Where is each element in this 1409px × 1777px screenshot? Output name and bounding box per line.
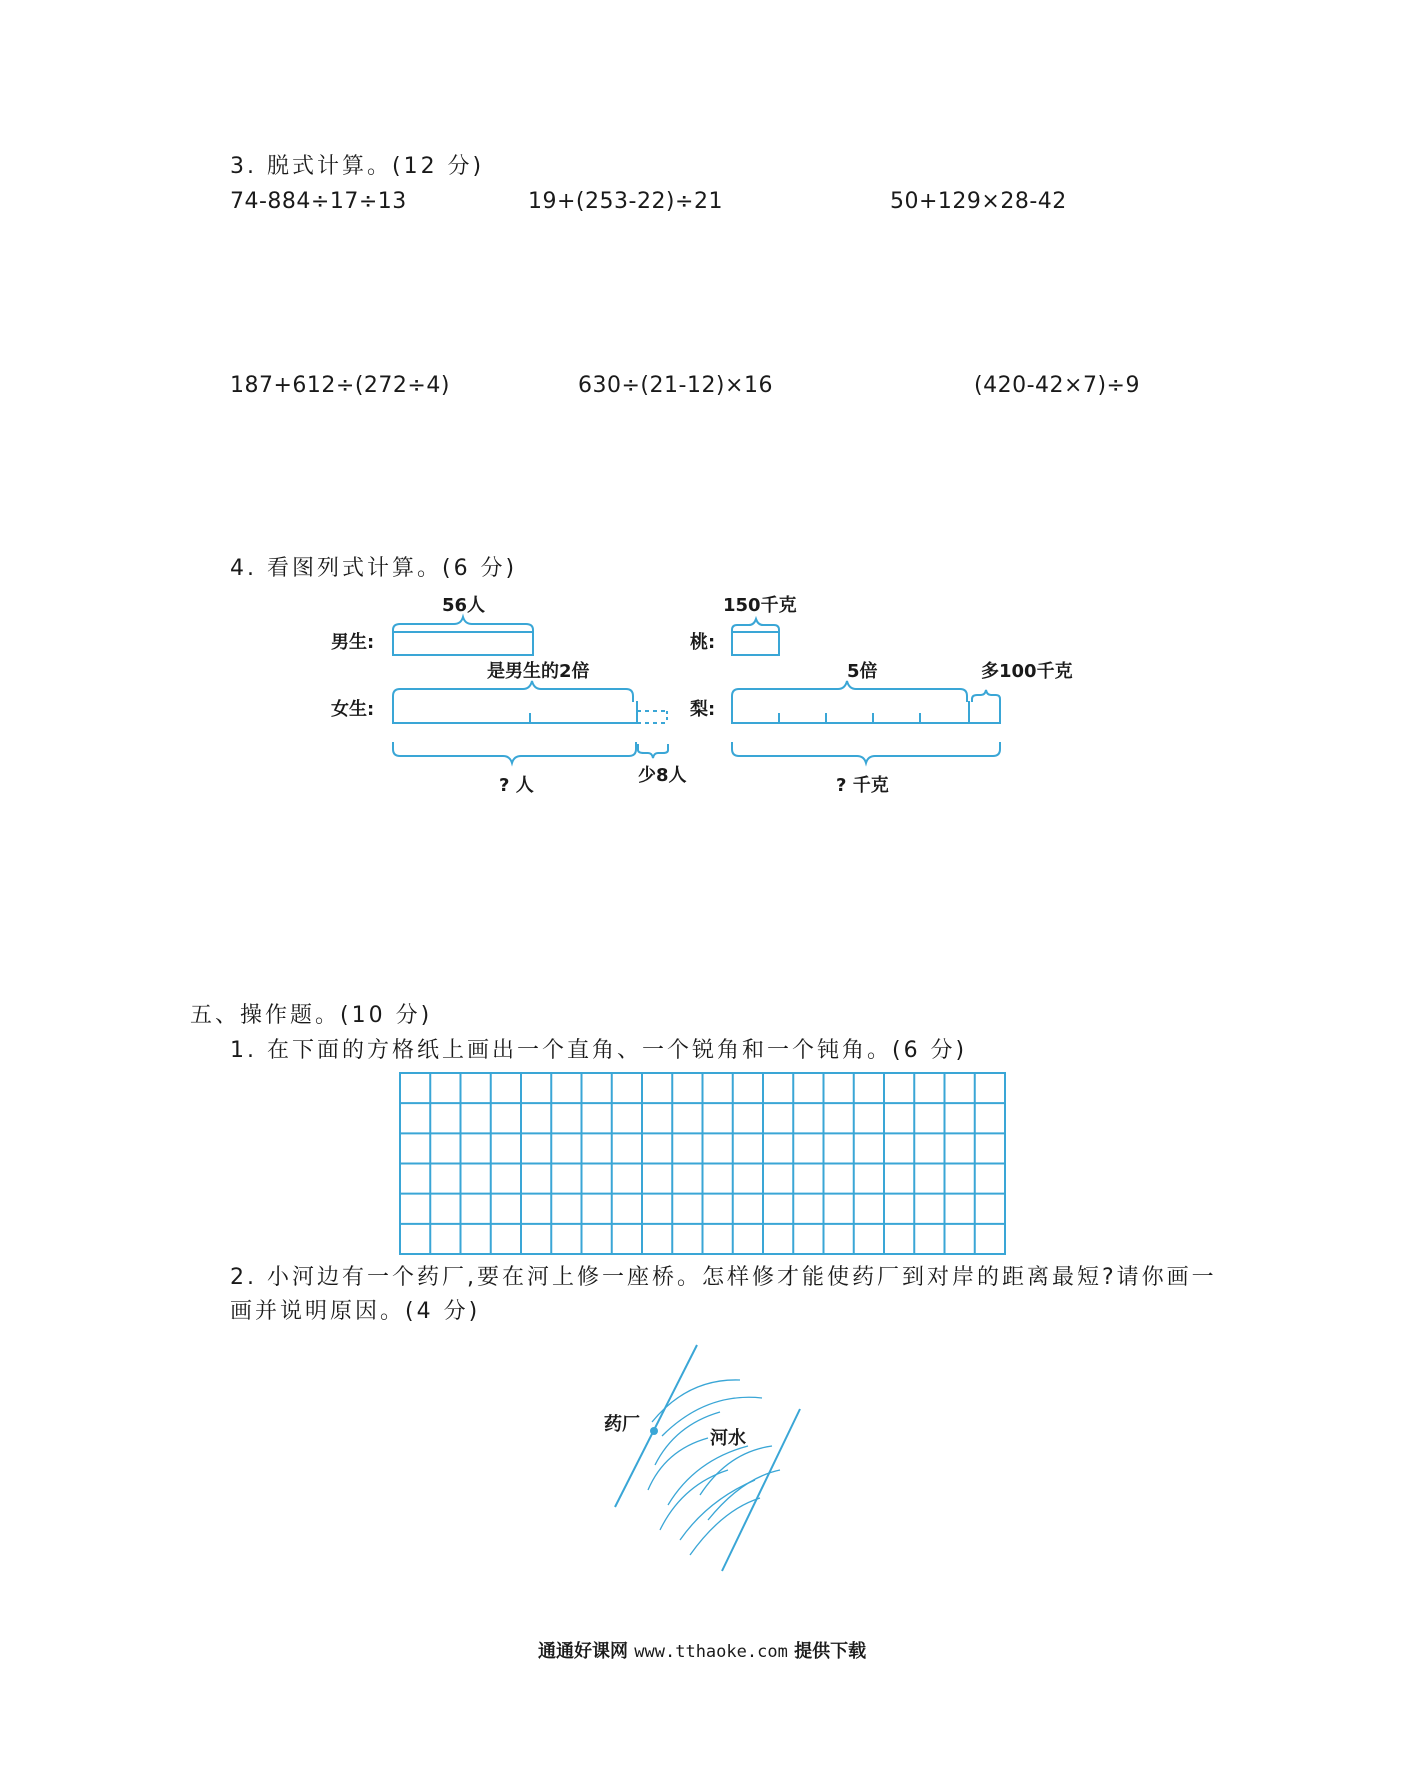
more-label: 多100千克 [981, 661, 1073, 682]
question-2-line-1: 2. 小河边有一个药厂,要在河上修一座桥。怎样修才能使药厂到对岸的距离最短?请你画一 [230, 1265, 1217, 1290]
less-label: 少8人 [638, 765, 687, 786]
pear-total-brace [732, 742, 1000, 763]
expression-3: 50+129×28-42 [890, 189, 1067, 214]
question-1: 1. 在下面的方格纸上画出一个直角、一个锐角和一个钝角。(6 分) [230, 1038, 968, 1063]
girls-question-label: ? 人 [499, 775, 534, 796]
factory-point [650, 1427, 658, 1435]
expression-6: (420-42×7)÷9 [974, 373, 1140, 398]
times-brace [732, 681, 967, 702]
factory-label: 药厂 [604, 1414, 640, 1435]
girls-total-brace [393, 742, 636, 763]
section4-title: 4. 看图列式计算。(6 分) [230, 556, 518, 581]
girls-row-label: 女生: [331, 699, 375, 720]
boys-row-label: 男生: [331, 632, 375, 653]
pear-bar [732, 701, 1000, 723]
peach-row-label: 桃: [690, 632, 716, 653]
footer [538, 1643, 866, 1661]
footer-site: 通通好课网 [538, 1641, 628, 1662]
expression-4: 187+612÷(272÷4) [230, 373, 450, 398]
grid-lines [400, 1073, 1005, 1254]
girls-bar [393, 701, 637, 723]
question-2-line-2: 画并说明原因。(4 分) [230, 1299, 481, 1324]
river-label: 河水 [710, 1428, 746, 1449]
less-brace [638, 744, 668, 758]
water-waves [648, 1380, 780, 1555]
footer-url[interactable]: www.tthaoke.com [634, 1642, 788, 1662]
river-diagram [615, 1345, 800, 1571]
pear-row-label: 梨: [690, 699, 716, 720]
footer-suffix: 提供下载 [794, 1641, 867, 1662]
expression-1: 74-884÷17÷13 [230, 189, 407, 214]
section3-title: 3. 脱式计算。(12 分) [230, 154, 485, 179]
times-label: 5倍 [847, 661, 878, 682]
relation-label: 是男生的2倍 [487, 661, 590, 682]
expression-2: 19+(253-22)÷21 [528, 189, 723, 214]
pear-question-label: ? 千克 [836, 775, 889, 796]
boys-count-label: 56人 [442, 595, 486, 616]
peach-bar [732, 632, 779, 655]
peach-weight-label: 150千克 [723, 595, 797, 616]
section5-title: 五、操作题。(10 分) [190, 1003, 433, 1028]
expression-5: 630÷(21-12)×16 [578, 373, 773, 398]
boys-bar [393, 632, 533, 655]
more-brace [972, 690, 1000, 702]
girls-relation-brace [393, 681, 633, 702]
grid-paper [400, 1073, 1005, 1254]
